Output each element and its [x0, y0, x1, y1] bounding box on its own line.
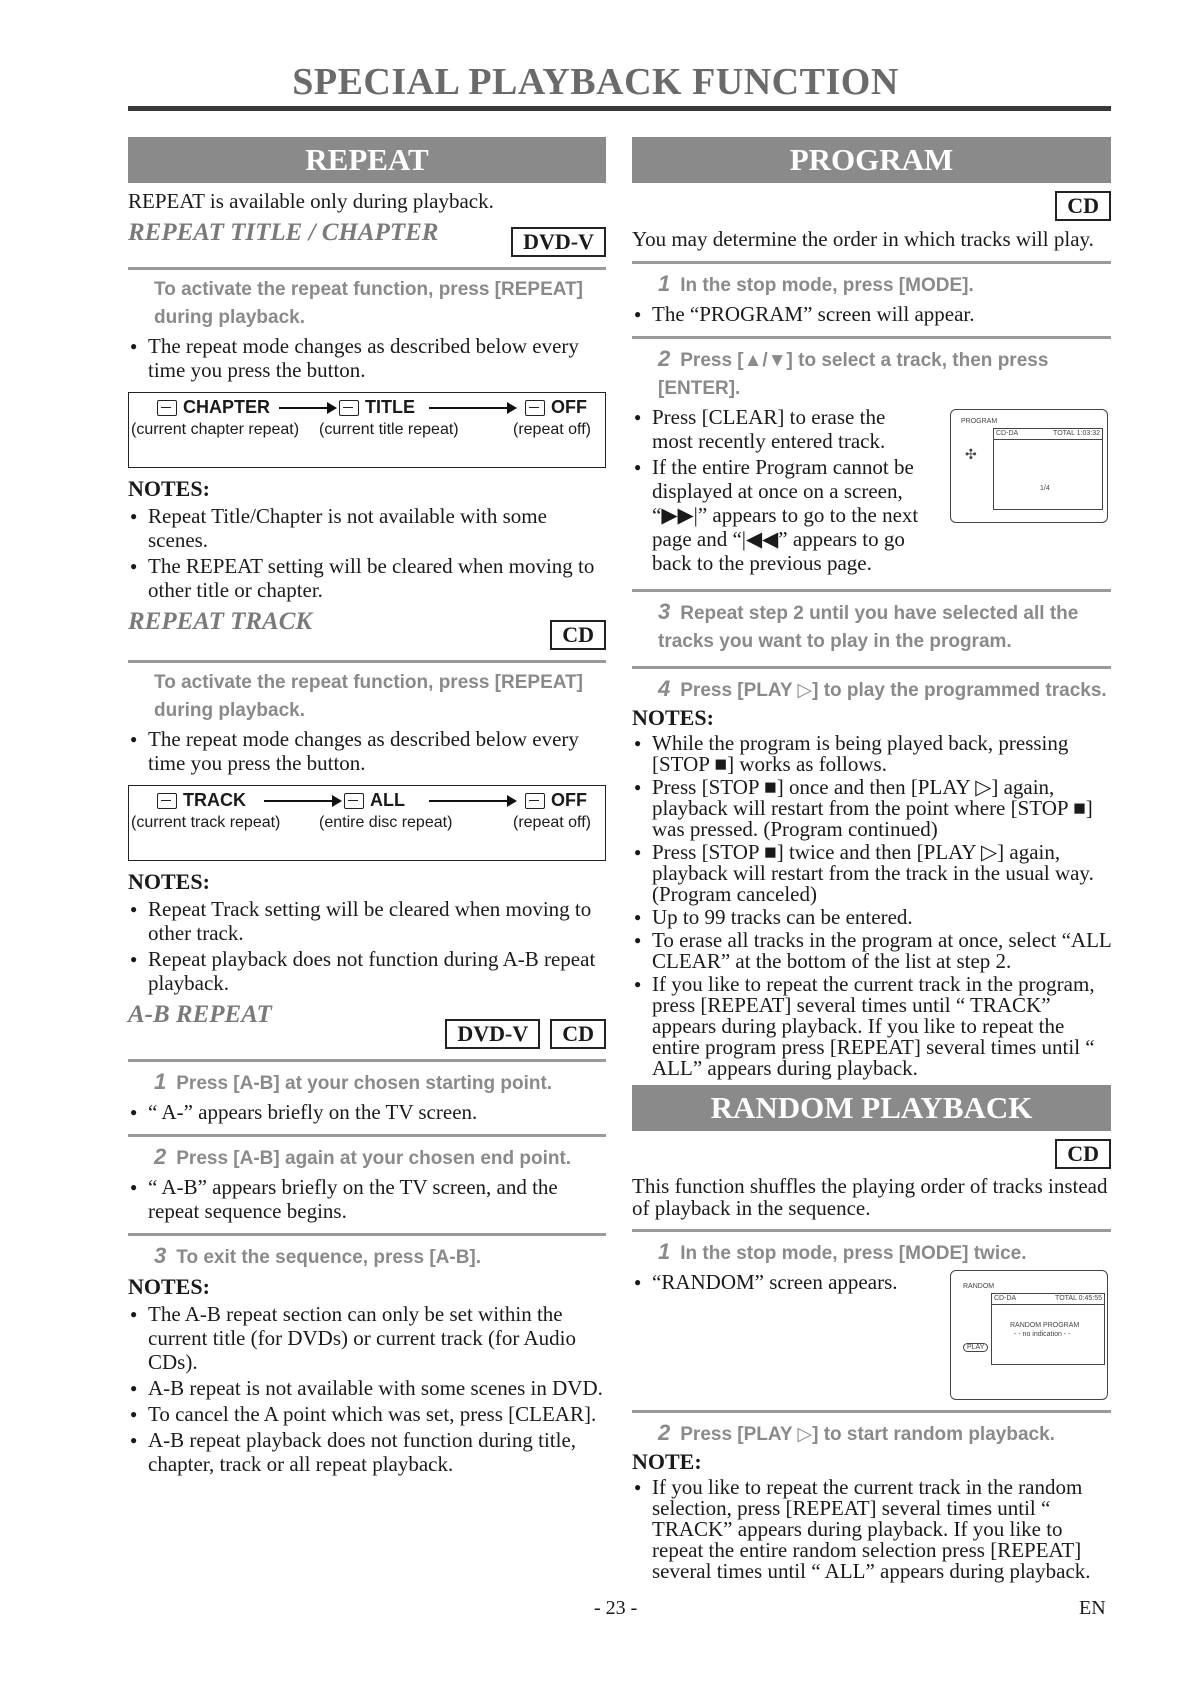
repeat-section — [128, 137, 606, 1476]
step-number: 1 — [658, 1239, 671, 1264]
note: ● Repeat Track setting will be cleared when moving to other track. — [128, 897, 606, 945]
arrow-icon — [264, 800, 334, 802]
program-header: PROGRAM — [632, 137, 1111, 183]
note-heading: NOTE: — [632, 1449, 702, 1474]
repeat-track-heading: REPEAT TRACK — [128, 608, 313, 635]
random-step1-content — [632, 1270, 1111, 1400]
bullet: ● Press [CLEAR] to erase the most recently entered track. — [632, 405, 922, 453]
cd-badge: CD — [1055, 1139, 1111, 1169]
random-box — [991, 1293, 1105, 1365]
divider — [128, 660, 606, 663]
note: ● If you like to repeat the current track in the program, press [REPEAT] several times until “ TRACK” appears during playback. If you like to repeat the entire program press [REPEAT] several times until “ ALL” appears during playback. — [632, 974, 1111, 1079]
cd-badge: CD — [550, 1019, 606, 1049]
divider — [632, 1410, 1111, 1413]
diagram-desc: (repeat off) — [513, 421, 591, 438]
total-time: TOTAL 0:45:55 — [1055, 1295, 1102, 1302]
note: ● While the program is being played back, pressing [STOP ■] works as follows. — [632, 733, 1111, 775]
bullet: ● The repeat mode changes as described below every time you press the button. — [128, 334, 606, 382]
program-screen — [950, 409, 1108, 523]
divider — [632, 589, 1111, 592]
step-number: 2 — [658, 1420, 671, 1445]
arrow-icon — [429, 800, 509, 802]
step-1 — [128, 1068, 606, 1098]
notes-heading: NOTES: — [128, 869, 210, 894]
step-1 — [632, 1238, 1111, 1268]
divider — [632, 261, 1111, 264]
step-text: Press [PLAY ▷] to start random playback. — [680, 1424, 1055, 1445]
repeat-track-diagram — [128, 785, 606, 861]
diagram-desc: (current chapter repeat) — [131, 421, 300, 438]
language-tag: EN — [1079, 1597, 1106, 1619]
diagram-item: CHAPTER — [183, 397, 271, 417]
ab-repeat-heading: A-B REPEAT — [128, 1001, 272, 1028]
no-indication-label: - - no indication - - — [1014, 1331, 1071, 1338]
note: ● To cancel the A point which was set, press [CLEAR]. — [128, 1402, 606, 1426]
step-2 — [128, 1143, 606, 1173]
arrow-icon — [429, 407, 509, 409]
step-number: 2 — [154, 1144, 167, 1169]
divider — [632, 336, 1111, 339]
note: ● A-B repeat is not available with some scenes in DVD. — [128, 1376, 606, 1400]
step-2 — [632, 1419, 1111, 1449]
diagram-item: TRACK — [183, 790, 246, 810]
step-text: Press [▲/▼] to select a track, then press [ENTER]. — [658, 350, 1049, 399]
repeat-icon — [157, 400, 177, 416]
program-list — [993, 428, 1103, 510]
step-text: To activate the repeat function, press [REPEAT] during playback. — [154, 279, 583, 328]
random-intro: This function shuffles the playing order of tracks instead of playback in the sequence. — [632, 1174, 1108, 1220]
repeat-icon — [525, 793, 545, 809]
total-time: TOTAL 1:03:32 — [1053, 430, 1100, 437]
title-rule — [128, 106, 1111, 111]
note: ● Press [STOP ■] once and then [PLAY ▷] again, playback will restart from the point where [STOP ■] was pressed. (Program continued) — [632, 777, 1111, 840]
dvd-v-badge: DVD-V — [445, 1019, 540, 1049]
step-3 — [128, 1242, 606, 1272]
bullet: ● The “PROGRAM” screen will appear. — [632, 302, 1111, 326]
disc-type: CD-DA — [994, 1295, 1017, 1302]
step-1 — [632, 270, 1111, 300]
random-program-label: RANDOM PROGRAM — [1010, 1322, 1080, 1329]
diagram-desc: (entire disc repeat) — [319, 814, 453, 831]
step-text: Press [A-B] again at your chosen end point. — [176, 1148, 572, 1169]
page-indicator: 1/4 — [1040, 485, 1050, 492]
step-2 — [632, 345, 1111, 403]
step-3 — [632, 598, 1111, 656]
page-title: SPECIAL PLAYBACK FUNCTION — [292, 61, 899, 103]
repeat-header: REPEAT — [128, 137, 606, 183]
diagram-item: TITLE — [365, 397, 415, 417]
repeat-mode-diagram — [128, 392, 606, 468]
divider — [632, 1229, 1111, 1232]
step-text: To activate the repeat function, press [REPEAT] during playback. — [154, 672, 583, 721]
program-section — [632, 137, 1111, 1582]
bullet: ● “RANDOM” screen appears. — [632, 1270, 1111, 1294]
notes-heading: NOTES: — [632, 705, 714, 730]
notes-heading: NOTES: — [128, 1274, 210, 1299]
repeat-icon — [339, 400, 359, 416]
random-header: RANDOM PLAYBACK — [632, 1085, 1111, 1131]
note: ● To erase all tracks in the program at once, select “ALL CLEAR” at the bottom of the list at step 2. — [632, 930, 1111, 972]
step-number: 4 — [658, 676, 671, 701]
diagram-desc: (repeat off) — [513, 814, 591, 831]
bullet: ● “ A-B” appears briefly on the TV screen, and the repeat sequence begins. — [128, 1175, 606, 1223]
diagram-desc: (current title repeat) — [319, 421, 459, 438]
screen-title: PROGRAM — [961, 418, 998, 425]
bullet: ● The repeat mode changes as described below every time you press the button. — [128, 727, 606, 775]
cd-badge: CD — [1055, 191, 1111, 221]
step-number: 3 — [154, 1243, 167, 1268]
diagram-item: OFF — [551, 397, 587, 417]
step-number: 1 — [658, 271, 671, 296]
repeat-icon — [525, 400, 545, 416]
repeat-icon — [157, 793, 177, 809]
note: ● A-B repeat playback does not function during title, chapter, track or all repeat playback. — [128, 1428, 606, 1476]
program-step2-content — [632, 405, 1111, 575]
screen-title: RANDOM — [963, 1283, 995, 1290]
diagram-item: OFF — [551, 790, 587, 810]
step-number: 1 — [154, 1069, 167, 1094]
play-button-label: PLAY — [963, 1343, 988, 1352]
step-4 — [632, 675, 1111, 705]
disc-type: CD-DA — [996, 430, 1019, 437]
divider — [632, 666, 1111, 669]
repeat-icon — [344, 793, 364, 809]
dpad-icon: ✣ — [965, 446, 977, 462]
page-number: - 23 - — [594, 1597, 638, 1619]
note: ● Press [STOP ■] twice and then [PLAY ▷] again, playback will restart from the track in the usual way. (Program canceled) — [632, 842, 1111, 905]
arrow-icon — [279, 407, 329, 409]
divider — [128, 1233, 606, 1236]
dvd-v-badge: DVD-V — [511, 227, 606, 257]
divider — [128, 1134, 606, 1137]
cd-badge: CD — [550, 620, 606, 650]
notes-heading: NOTES: — [128, 476, 210, 501]
note: ● If you like to repeat the current track in the random selection, press [REPEAT] several times until “ TRACK” appears during playback. If you like to repeat the entire random selection press [REPEAT] several times until “ ALL” appears during playback. — [632, 1477, 1111, 1582]
note: ● Repeat Title/Chapter is not available with some scenes. — [128, 504, 606, 552]
divider — [128, 1059, 606, 1062]
bullet: ● “ A-” appears briefly on the TV screen. — [128, 1100, 606, 1124]
divider — [128, 267, 606, 270]
step-text: Repeat step 2 until you have selected all the tracks you want to play in the program. — [658, 603, 1079, 652]
step-text: In the stop mode, press [MODE] twice. — [680, 1243, 1027, 1264]
repeat-title-chapter-heading: REPEAT TITLE / CHAPTER — [128, 219, 439, 246]
program-intro: You may determine the order in which tracks will play. — [632, 227, 1094, 251]
diagram-desc: (current track repeat) — [131, 814, 281, 831]
random-screen — [950, 1270, 1108, 1400]
note: ● The A-B repeat section can only be set within the current title (for DVDs) or current track (for Audio CDs). — [128, 1302, 606, 1374]
note: ● Repeat playback does not function during A-B repeat playback. — [128, 947, 606, 995]
step-text: Press [A-B] at your chosen starting point. — [176, 1073, 553, 1094]
step-text: In the stop mode, press [MODE]. — [680, 275, 974, 296]
step-text: To exit the sequence, press [A-B]. — [176, 1247, 482, 1268]
repeat-intro: REPEAT is available only during playback. — [128, 189, 494, 213]
step-text: Press [PLAY ▷] to play the programmed tracks. — [680, 680, 1107, 701]
diagram-item: ALL — [370, 790, 405, 810]
bullet: ● If the entire Program cannot be displayed at once on a screen, “▶▶|” appears to go to the next page and “|◀◀” appears to go back to the previous page. — [632, 455, 922, 575]
step-number: 3 — [658, 599, 671, 624]
note: ● Up to 99 tracks can be entered. — [632, 907, 1111, 928]
step-number: 2 — [658, 346, 671, 371]
note: ● The REPEAT setting will be cleared when moving to other title or chapter. — [128, 554, 606, 602]
